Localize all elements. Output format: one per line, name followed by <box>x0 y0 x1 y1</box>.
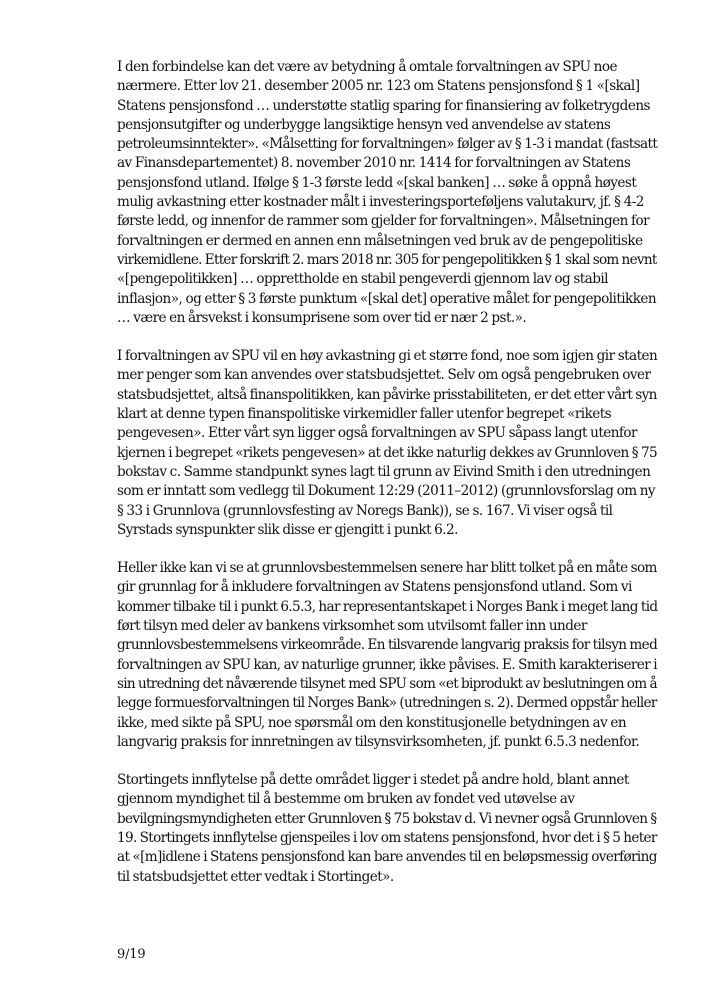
text-line: virkemidlene. Etter forskrift 2. mars 2018 nr. 305 for pengepolitikken § 1 skal som nevnt <box>117 251 657 268</box>
text-line: pensjonsfond utland. Ifølge § 1-3 første ledd «[skal banken] … søke å oppnå høyest <box>117 174 637 191</box>
text-line: bokstav c. Samme standpunkt synes lagt til grunn av Eivind Smith i den utredningen <box>117 463 651 480</box>
text-line: petroleumsinntekter». «Målsetting for forvaltningen» følger av § 1-3 i mandat (fastsatt <box>117 136 658 153</box>
text-line: sin utredning det nåværende tilsynet med SPU som «et biprodukt av beslutningen om å <box>117 675 657 692</box>
paragraph <box>117 771 657 887</box>
text-line: bevilgningsmyndigheten etter Grunnloven § 75 bokstav d. Vi nevner også Grunnloven § <box>117 810 657 827</box>
text-line: statsbudsjettet, altså finanspolitikken, kan påvirke prisstabiliteten, er det etter vårt syn <box>117 386 657 403</box>
text-line: langvarig praksis for innretningen av tilsynsvirksomheten, jf. punkt 6.5.3 nedenfor. <box>117 733 640 750</box>
text-line: Stortingets innflytelse på dette området ligger i stedet på andre hold, blant annet <box>117 772 629 789</box>
text-line: grunnlovsbestemmelsens virkeområde. En tilsvarende langvarig praksis for tilsyn med <box>117 637 658 654</box>
text-line: … være en årsvekst i konsumprisene som over tid er nær 2 pst.». <box>117 309 527 326</box>
page-number: 9/19 <box>117 947 146 962</box>
text-line: til statsbudsjettet etter vedtak i Stortinget». <box>117 868 394 885</box>
text-line: første ledd, og innenfor de rammer som gjelder for forvaltningen». Målsetningen for <box>117 213 650 230</box>
text-line: mer penger som kan anvendes over statsbudsjettet. Selv om også pengebruken over <box>117 367 651 384</box>
text-line: «[pengepolitikken] … opprettholde en stabil pengeverdi gjennom lav og stabil <box>117 271 608 288</box>
text-line: Statens pensjonsfond … understøtte statlig sparing for finansiering av folketrygdens <box>117 97 650 114</box>
text-line: forvaltningen er dermed en annen enn målsetningen ved bruk av de pengepolitiske <box>117 232 643 249</box>
text-line: forvaltningen av SPU kan, av naturlige grunner, ikke påvises. E. Smith karakteriserer i <box>117 656 657 673</box>
text-line: Heller ikke kan vi se at grunnlovsbestemmelsen senere har blitt tolket på en måte som <box>117 560 657 577</box>
text-line: mulig avkastning etter kostnader målt i investeringsporteføljens valutakurv, jf. § 4-2 <box>117 194 644 211</box>
paragraph <box>117 58 657 328</box>
text-line: pensjonsutgifter og underbygge langsiktige hensyn ved anvendelse av statens <box>117 116 611 133</box>
text-line: ikke, med sikte på SPU, noe spørsmål om den konstitusjonelle betydningen av en <box>117 714 627 731</box>
text-line: legge formuesforvaltningen til Norges Bank» (utredningen s. 2). Dermed oppstår heller <box>117 695 657 712</box>
paragraph <box>117 347 657 540</box>
text-line: 19. Stortingets innflytelse gjenspeiles i lov om statens pensjonsfond, hvor det i § 5 heter <box>117 829 657 846</box>
text-line: kjernen i begrepet «rikets pengevesen» at det ikke naturlig dekkes av Grunnloven § 75 <box>117 444 658 461</box>
text-line: som er inntatt som vedlegg til Dokument 12:29 (2011–2012) (grunnlovsforslag om ny <box>117 483 656 500</box>
text-line: gjennom myndighet til å bestemme om bruken av fondet ved utøvelse av <box>117 791 575 808</box>
paragraph <box>117 559 657 752</box>
text-line: inflasjon», og etter § 3 første punktum «[skal det] operative målet for pengepolitikken <box>117 290 657 307</box>
text-line: Syrstads synspunkter slik disse er gjengitt i punkt 6.2. <box>117 521 458 538</box>
text-line: ført tilsyn med deler av bankens virksomhet som utvilsomt faller inn under <box>117 618 587 635</box>
text-line: I forvaltningen av SPU vil en høy avkastning gi et større fond, noe som igjen gir staten <box>117 348 658 365</box>
text-line: nærmere. Etter lov 21. desember 2005 nr. 123 om Statens pensjonsfond § 1 «[skal] <box>117 78 640 95</box>
text-line: I den forbindelse kan det være av betydning å omtale forvaltningen av SPU noe <box>117 59 618 75</box>
document-body <box>117 58 657 906</box>
text-line: klart at denne typen finanspolitiske virkemidler faller utenfor begrepet «rikets <box>117 406 612 423</box>
text-line: av Finansdepartementet) 8. november 2010 nr. 1414 for forvaltningen av Statens <box>117 155 631 172</box>
text-line: at «[m]idlene i Statens pensjonsfond kan bare anvendes til en beløpsmessig overføring <box>117 849 657 866</box>
text-line: pengevesen». Etter vårt syn ligger også forvaltningen av SPU såpass langt utenfor <box>117 425 637 442</box>
text-line: kommer tilbake til i punkt 6.5.3, har representantskapet i Norges Bank i meget lang tid <box>117 598 658 615</box>
text-line: § 33 i Grunnlova (grunnlovsfesting av Noregs Bank)), se s. 167. Vi viser også til <box>117 502 613 519</box>
text-line: gir grunnlag for å inkludere forvaltningen av Statens pensjonsfond utland. Som vi <box>117 579 632 596</box>
